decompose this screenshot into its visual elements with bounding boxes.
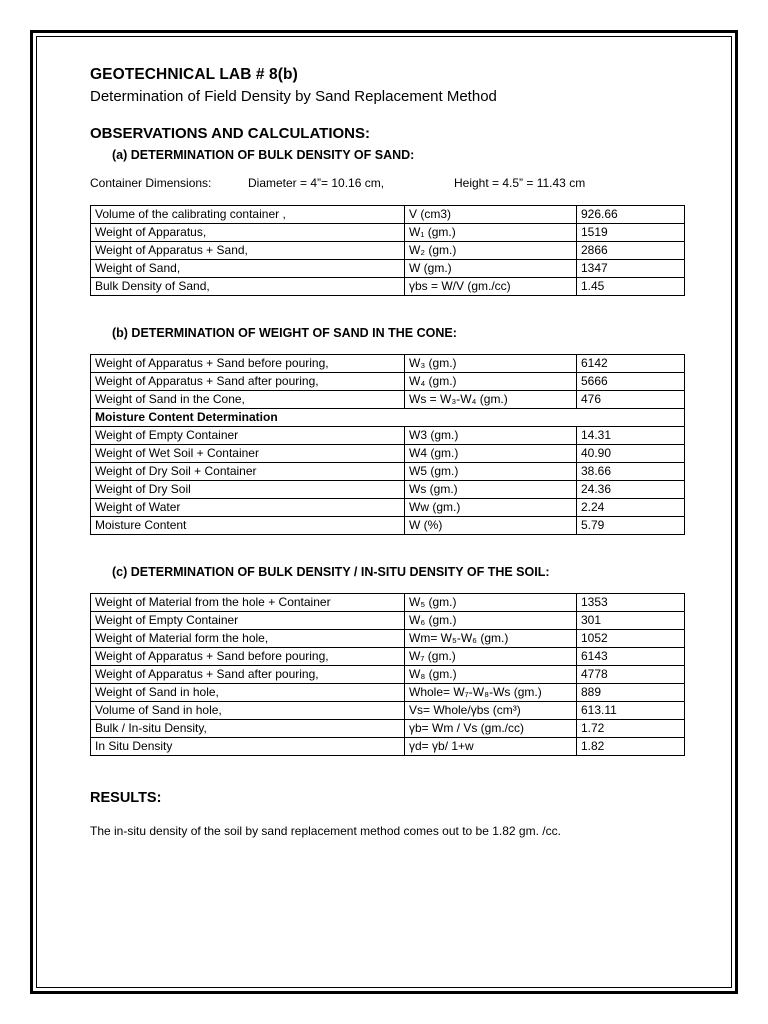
row-value: 40.90 [577,445,685,463]
results-text: The in-situ density of the soil by sand replacement method comes out to be 1.82 gm. /cc. [90,824,561,838]
row-label: Weight of Apparatus + Sand before pouring, [91,355,405,373]
sand-density-table [90,205,685,296]
table-row [91,481,685,499]
row-symbol: Ws = W₃-W₄ (gm.) [405,391,577,409]
row-value: 1347 [577,260,685,278]
row-symbol: W₃ (gm.) [405,355,577,373]
observations-heading: OBSERVATIONS AND CALCULATIONS: [90,125,370,142]
row-value: 6143 [577,648,685,666]
row-label: Weight of Apparatus + Sand before pouring, [91,648,405,666]
row-value: 889 [577,684,685,702]
height-text: Height = 4.5” = 11.43 cm [454,176,586,190]
table-row [91,612,685,630]
table-row [91,427,685,445]
section-b-heading: (b) DETERMINATION OF WEIGHT OF SAND IN THE CONE: [112,326,457,340]
row-symbol: W3 (gm.) [405,427,577,445]
row-symbol: V (cm3) [405,206,577,224]
row-symbol: W₆ (gm.) [405,612,577,630]
row-label: Volume of the calibrating container , [91,206,405,224]
row-value: 5666 [577,373,685,391]
moisture-heading-row [91,409,685,427]
row-label: Weight of Sand in the Cone, [91,391,405,409]
row-label: Weight of Dry Soil + Container [91,463,405,481]
row-value: 2866 [577,242,685,260]
table-row [91,224,685,242]
row-symbol: Vs= Whole/γbs (cm³) [405,702,577,720]
row-label: Weight of Dry Soil [91,481,405,499]
row-label: In Situ Density [91,738,405,756]
table-row [91,517,685,535]
diameter-text: Diameter = 4”= 10.16 cm, [248,176,385,190]
row-label: Weight of Apparatus + Sand, [91,242,405,260]
row-symbol: W₈ (gm.) [405,666,577,684]
cone-sand-table [90,354,685,535]
row-symbol: Ww (gm.) [405,499,577,517]
row-value: 1.82 [577,738,685,756]
insitu-density-table [90,593,685,756]
row-value: 5.79 [577,517,685,535]
table-row [91,702,685,720]
row-label: Weight of Empty Container [91,427,405,445]
row-value: 1052 [577,630,685,648]
row-label: Weight of Material form the hole, [91,630,405,648]
row-value: 1519 [577,224,685,242]
row-value: 6142 [577,355,685,373]
row-symbol: γbs = W/V (gm./cc) [405,278,577,296]
row-symbol: W4 (gm.) [405,445,577,463]
row-value: 1353 [577,594,685,612]
row-value: 4778 [577,666,685,684]
row-symbol: Whole= W₇-W₈-Ws (gm.) [405,684,577,702]
row-label: Weight of Apparatus + Sand after pouring, [91,666,405,684]
container-dimensions-label: Container Dimensions: [90,176,212,190]
table-row [91,463,685,481]
row-value: 926.66 [577,206,685,224]
row-symbol: Ws (gm.) [405,481,577,499]
row-symbol: W₁ (gm.) [405,224,577,242]
row-symbol: W (%) [405,517,577,535]
row-value: 1.45 [577,278,685,296]
row-label: Moisture Content [91,517,405,535]
table-row [91,499,685,517]
table-row [91,720,685,738]
row-label: Weight of Empty Container [91,612,405,630]
row-symbol: γd= γb/ 1+w [405,738,577,756]
moisture-heading: Moisture Content Determination [91,409,685,427]
table-row [91,445,685,463]
row-symbol: W₂ (gm.) [405,242,577,260]
section-a-heading: (a) DETERMINATION OF BULK DENSITY OF SAND: [112,148,415,162]
table-row [91,260,685,278]
row-symbol: W₇ (gm.) [405,648,577,666]
row-label: Bulk Density of Sand, [91,278,405,296]
table-row [91,666,685,684]
table-row [91,391,685,409]
row-value: 1.72 [577,720,685,738]
table-row [91,648,685,666]
table-row [91,594,685,612]
row-label: Weight of Material from the hole + Container [91,594,405,612]
row-value: 613.11 [577,702,685,720]
row-value: 38.66 [577,463,685,481]
row-label: Weight of Apparatus, [91,224,405,242]
lab-subtitle: Determination of Field Density by Sand Replacement Method [90,88,497,105]
results-heading: RESULTS: [90,790,162,806]
row-symbol: Wm= W₅-W₆ (gm.) [405,630,577,648]
row-label: Weight of Water [91,499,405,517]
table-row [91,355,685,373]
row-symbol: W₄ (gm.) [405,373,577,391]
row-label: Weight of Sand, [91,260,405,278]
row-symbol: W₅ (gm.) [405,594,577,612]
row-label: Weight of Wet Soil + Container [91,445,405,463]
row-value: 301 [577,612,685,630]
table-row [91,630,685,648]
row-value: 14.31 [577,427,685,445]
table-row [91,373,685,391]
table-row [91,242,685,260]
row-value: 2.24 [577,499,685,517]
table-row [91,206,685,224]
container-dimensions [90,176,680,192]
row-label: Weight of Apparatus + Sand after pouring, [91,373,405,391]
table-row [91,684,685,702]
row-symbol: W5 (gm.) [405,463,577,481]
row-value: 476 [577,391,685,409]
section-c-heading: (c) DETERMINATION OF BULK DENSITY / IN-SITU DENSITY OF THE SOIL: [112,565,550,579]
row-label: Weight of Sand in hole, [91,684,405,702]
lab-title: GEOTECHNICAL LAB # 8(b) [90,66,298,83]
row-symbol: W (gm.) [405,260,577,278]
row-symbol: γb= Wm / Vs (gm./cc) [405,720,577,738]
row-label: Bulk / In-situ Density, [91,720,405,738]
document-body [90,66,680,838]
table-row [91,738,685,756]
row-value: 24.36 [577,481,685,499]
row-label: Volume of Sand in hole, [91,702,405,720]
table-row [91,278,685,296]
